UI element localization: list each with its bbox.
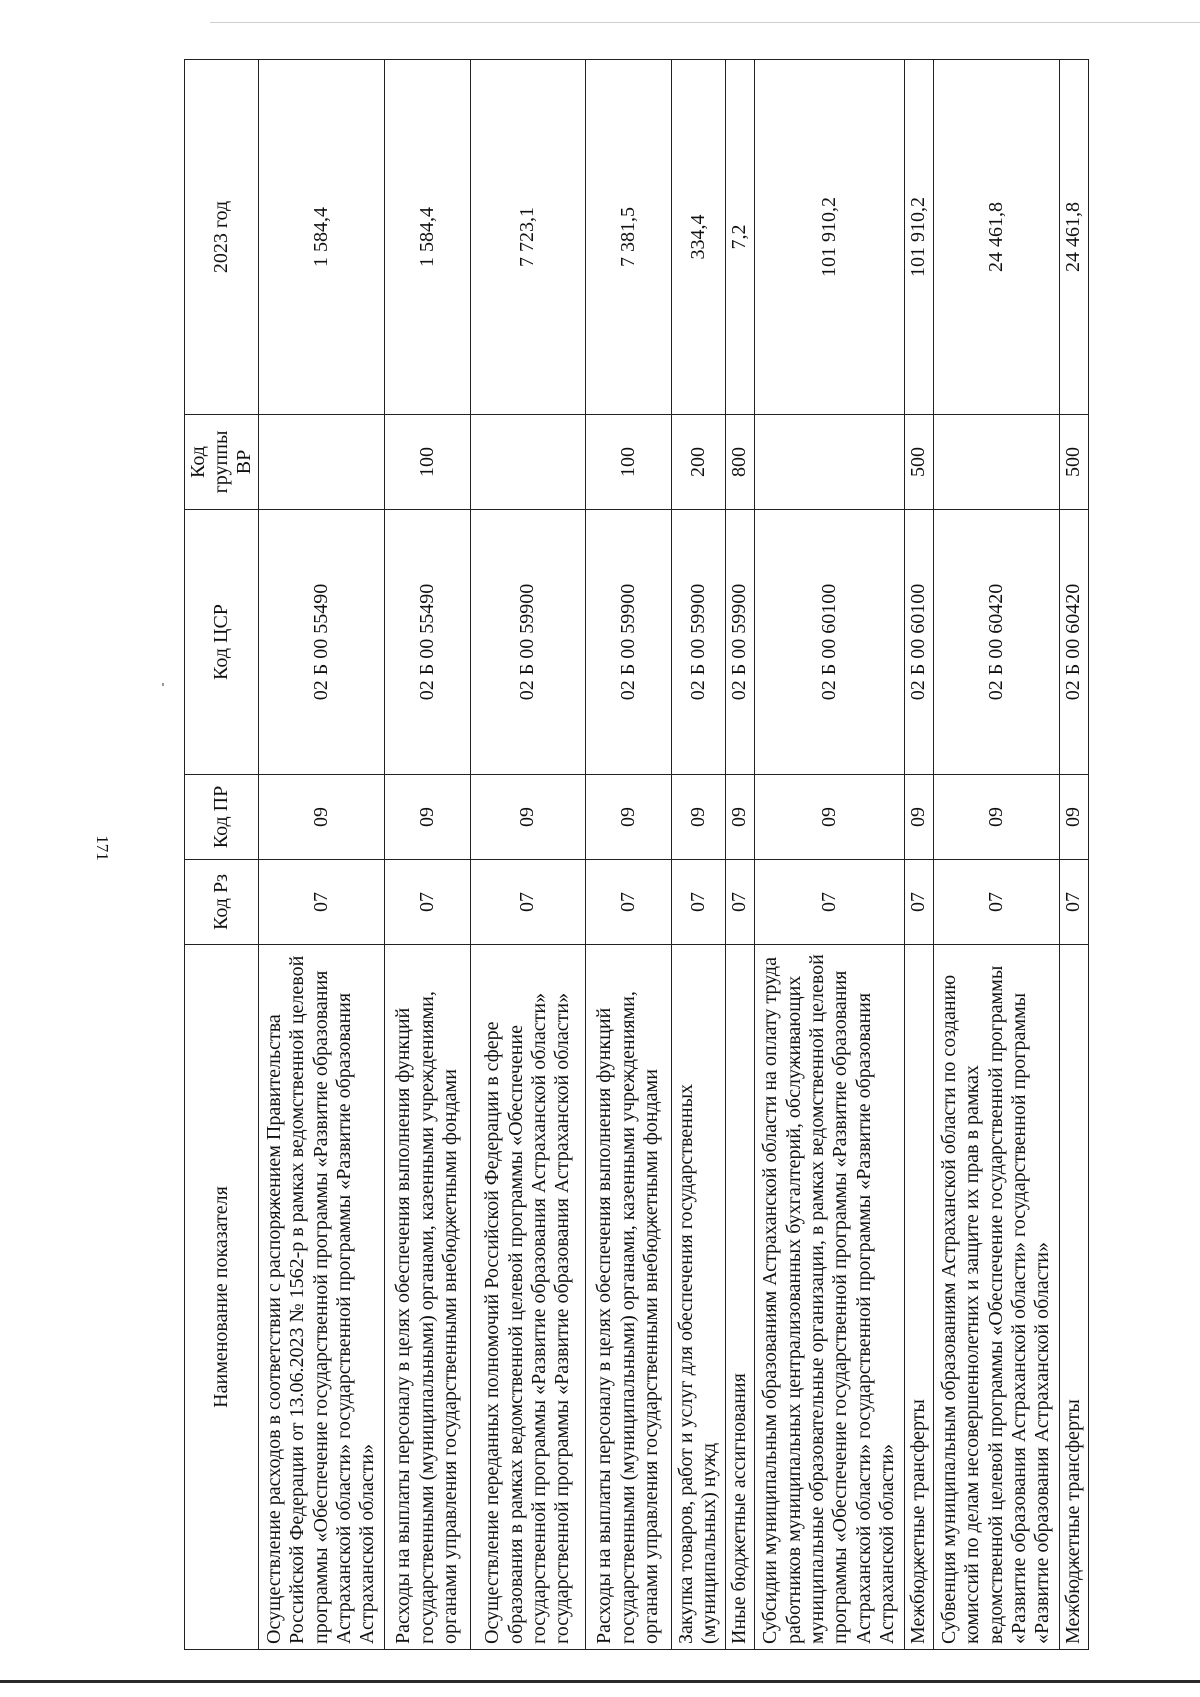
cell-pr: 09: [725, 775, 754, 860]
cell-pr: 09: [585, 775, 672, 860]
cell-vr: [933, 415, 1059, 510]
cell-rz: 07: [672, 860, 725, 945]
table-row: [725, 60, 754, 1650]
header-year: 2023 год: [185, 60, 259, 415]
cell-name: Субсидии муниципальным образованиям Астраханской области на оплату труда работников муниципальных централизованных бухгалтерий, обслуживающих муниципальные образовательные организации, в рамках ведомственной целевой программы «Обеспечение государственной программы «Развитие образования Астраханской области» государственной программы «Развитие образования Астраханской области»: [754, 945, 904, 1650]
cell-amount: 334,4: [672, 60, 725, 415]
cell-vr: 500: [1059, 415, 1088, 510]
cell-name: Иные бюджетные ассигнования: [725, 945, 754, 1650]
header-csr: Код ЦСР: [185, 510, 259, 775]
cell-rz: 07: [1059, 860, 1088, 945]
cell-csr: 02 Б 00 55490: [384, 510, 471, 775]
cell-vr: [259, 415, 385, 510]
cell-rz: 07: [725, 860, 754, 945]
cell-amount: 1 584,4: [384, 60, 471, 415]
cell-pr: 09: [384, 775, 471, 860]
cell-pr: 09: [471, 775, 585, 860]
cell-csr: 02 Б 00 55490: [259, 510, 385, 775]
table-row: [672, 60, 725, 1650]
cell-csr: 02 Б 00 59900: [471, 510, 585, 775]
cell-csr: 02 Б 00 59900: [672, 510, 725, 775]
cell-amount: 101 910,2: [904, 60, 933, 415]
cell-csr: 02 Б 00 60420: [1059, 510, 1088, 775]
cell-name: Осуществление расходов в соответствии с распоряжением Правительства Российской Федерации от 13.06.2023 № 1562-р в рамках ведомственной целевой программы «Обеспечение государственной программы «Развитие образования Астраханской области» государственной программы «Развитие образования Астраханской области»: [259, 945, 385, 1650]
cell-amount: 7,2: [725, 60, 754, 415]
budget-table: [184, 59, 1089, 1650]
cell-pr: 09: [259, 775, 385, 860]
cell-csr: 02 Б 00 60100: [904, 510, 933, 775]
cell-pr: 09: [904, 775, 933, 860]
budget-table-rotated: [184, 60, 1089, 1650]
cell-name: Осуществление переданных полномочий Российской Федерации в сфере образования в рамках ведомственной целевой программы «Обеспечение государственной программы «Развитие образования Астраханской области» государственной программы «Развитие образования Астраханской области»: [471, 945, 585, 1650]
cell-rz: 07: [585, 860, 672, 945]
cell-vr: 500: [904, 415, 933, 510]
cell-rz: 07: [933, 860, 1059, 945]
cell-vr: 100: [585, 415, 672, 510]
cell-amount: 101 910,2: [754, 60, 904, 415]
table-row: [471, 60, 585, 1650]
table-row: [585, 60, 672, 1650]
cell-csr: 02 Б 00 60420: [933, 510, 1059, 775]
cell-rz: 07: [384, 860, 471, 945]
cell-rz: 07: [259, 860, 385, 945]
cell-amount: 7 723,1: [471, 60, 585, 415]
cell-csr: 02 Б 00 60100: [754, 510, 904, 775]
header-pr: Код ПР: [185, 775, 259, 860]
cell-pr: 09: [672, 775, 725, 860]
cell-name: Расходы на выплаты персоналу в целях обеспечения выполнения функций государственными (муниципальными) органами, казенными учреждениями, органами управления государственными внебюджетными фондами: [585, 945, 672, 1650]
table-row: [754, 60, 904, 1650]
scan-artifact-dot: [162, 683, 164, 686]
cell-name: Расходы на выплаты персоналу в целях обеспечения выполнения функций государственными (муниципальными) органами, казенными учреждениями, органами управления государственными внебюджетными фондами: [384, 945, 471, 1650]
cell-pr: 09: [1059, 775, 1088, 860]
cell-csr: 02 Б 00 59900: [725, 510, 754, 775]
cell-rz: 07: [471, 860, 585, 945]
header-name: Наименование показателя: [185, 945, 259, 1650]
scan-edge-bottom: [0, 1680, 1200, 1683]
cell-vr: [754, 415, 904, 510]
table-row: [384, 60, 471, 1650]
cell-vr: [471, 415, 585, 510]
cell-pr: 09: [933, 775, 1059, 860]
cell-amount: 1 584,4: [259, 60, 385, 415]
cell-vr: 100: [384, 415, 471, 510]
cell-rz: 07: [754, 860, 904, 945]
table-header-row: [185, 60, 259, 1650]
cell-name: Закупка товаров, работ и услуг для обеспечения государственных (муниципальных) нужд: [672, 945, 725, 1650]
cell-amount: 24 461,8: [1059, 60, 1088, 415]
cell-pr: 09: [754, 775, 904, 860]
header-rz: Код Рз: [185, 860, 259, 945]
cell-amount: 24 461,8: [933, 60, 1059, 415]
cell-rz: 07: [904, 860, 933, 945]
cell-name: Субвенция муниципальным образованиям Астраханской области по созданию комиссий по делам несовершеннолетних и защите их прав в рамках ведомственной целевой программы «Обеспечение государственной программы «Развитие образования Астраханской области» государственной программы «Развитие образования Астраханской области»: [933, 945, 1059, 1650]
cell-csr: 02 Б 00 59900: [585, 510, 672, 775]
cell-name: Межбюджетные трансферты: [904, 945, 933, 1650]
table-row: [1059, 60, 1088, 1650]
page-number: 171: [93, 835, 112, 861]
cell-amount: 7 381,5: [585, 60, 672, 415]
cell-vr: 800: [725, 415, 754, 510]
scan-edge-top: [210, 22, 1200, 23]
header-vr: Код группы ВР: [185, 415, 259, 510]
table-row: [904, 60, 933, 1650]
cell-name: Межбюджетные трансферты: [1059, 945, 1088, 1650]
cell-vr: 200: [672, 415, 725, 510]
table-row: [933, 60, 1059, 1650]
table-row: [259, 60, 385, 1650]
